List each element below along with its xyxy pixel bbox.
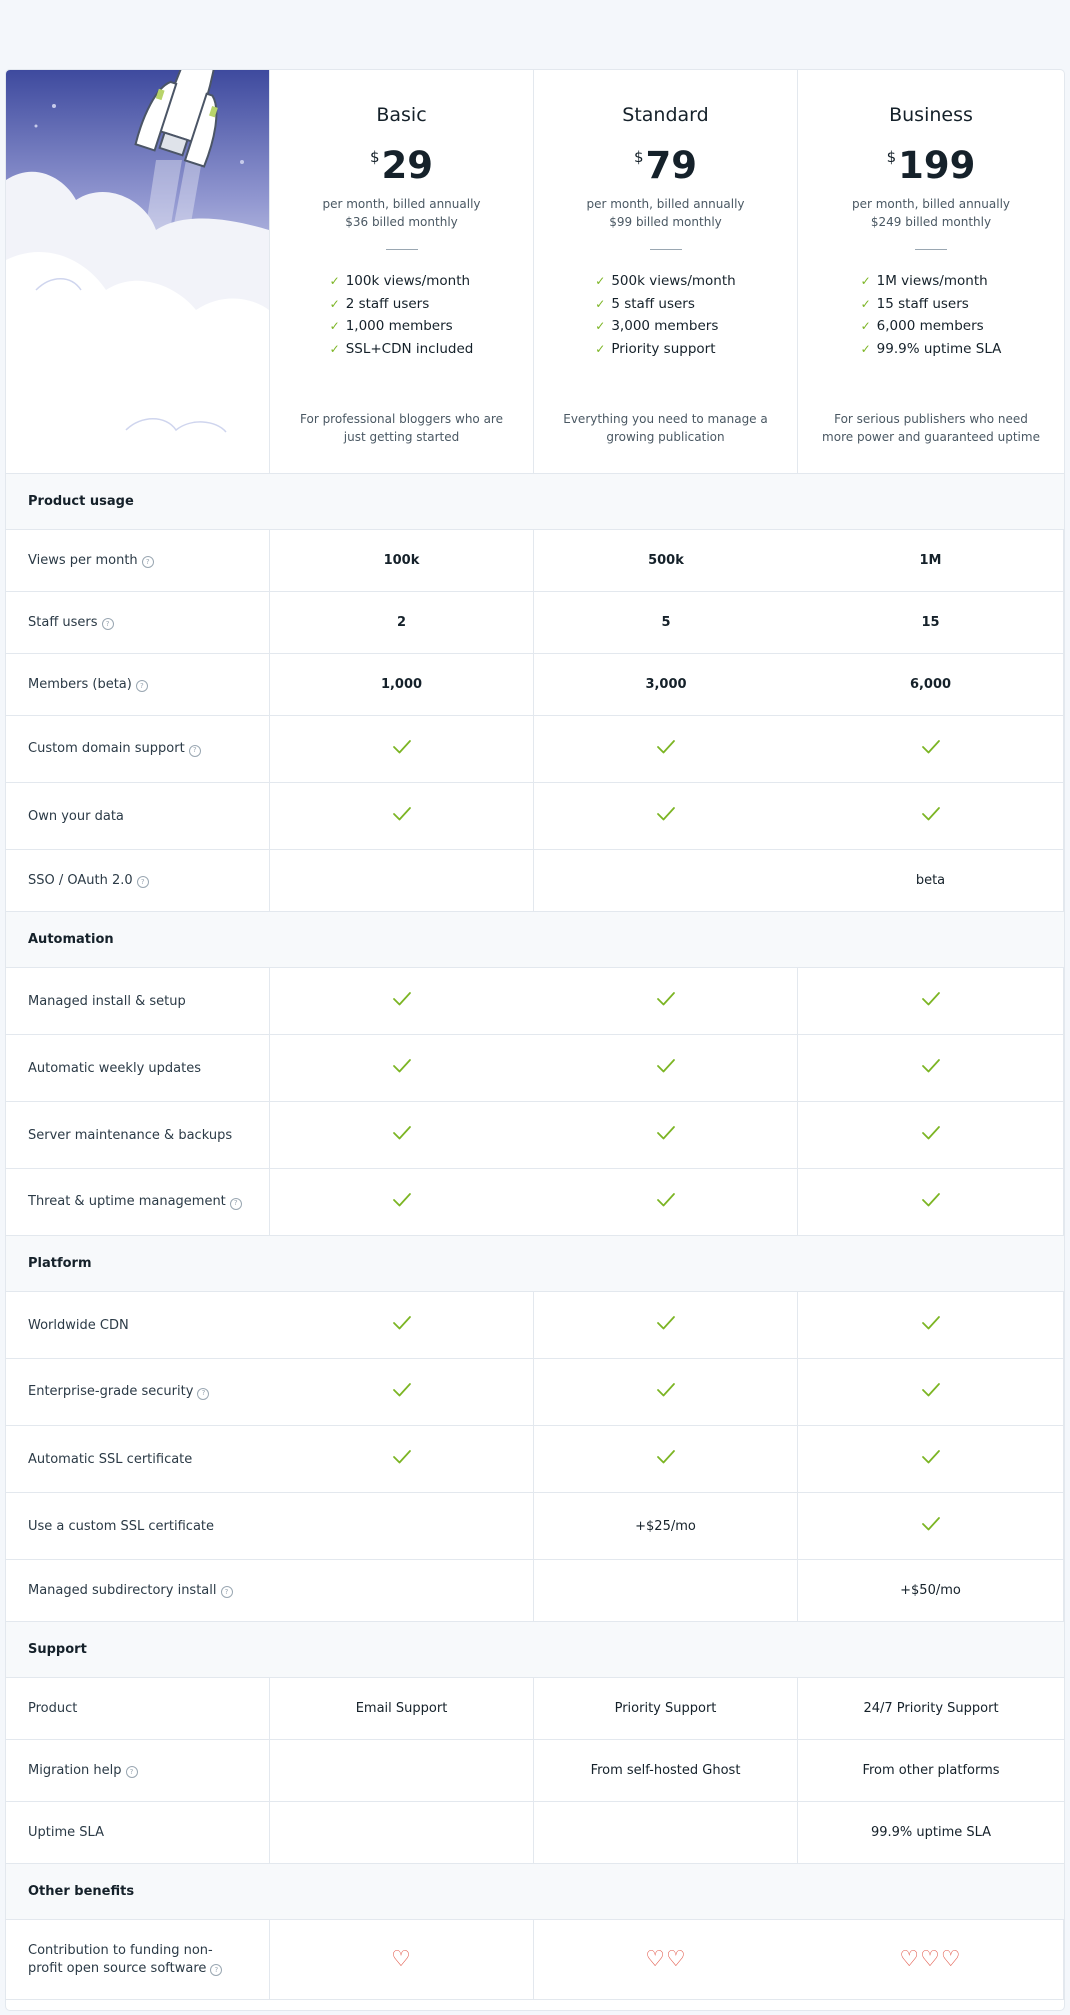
- feature-value-text: 100k: [383, 553, 420, 568]
- section-header: Product usage: [6, 474, 1064, 530]
- feature-value: [798, 1493, 1064, 1560]
- currency-symbol: $: [886, 148, 897, 166]
- feature-value: [798, 1678, 1064, 1740]
- feature-value: [798, 530, 1064, 592]
- feature-value: [270, 1169, 534, 1236]
- feature-value: [798, 1802, 1064, 1864]
- plan-card-standard: [534, 70, 798, 474]
- check-icon: [656, 991, 676, 1011]
- feature-value: [534, 530, 798, 592]
- feature-value: [534, 850, 798, 912]
- check-icon: [656, 1058, 676, 1078]
- help-icon[interactable]: ?: [221, 1586, 233, 1598]
- feature-label: [6, 1560, 270, 1622]
- plan-feature-label: 5 staff users: [611, 295, 695, 312]
- price-amount: 29: [381, 144, 434, 187]
- check-icon: [392, 1449, 412, 1469]
- plan-card-basic: [270, 70, 534, 474]
- feature-value-text: 5: [661, 615, 671, 630]
- feature-value: [534, 1426, 798, 1493]
- check-icon: ✓: [329, 319, 340, 333]
- feature-value: [798, 716, 1064, 783]
- price-amount: 79: [645, 144, 698, 187]
- billing-annual: per month, billed annually: [322, 197, 481, 211]
- plan-feature: [330, 315, 474, 338]
- check-icon: [392, 1192, 412, 1212]
- feature-value-text: From self-hosted Ghost: [590, 1763, 741, 1778]
- feature-label-text: Contribution to funding non-profit open source software ?: [28, 1942, 238, 1978]
- feature-value: [798, 1740, 1064, 1802]
- help-icon[interactable]: ?: [126, 1766, 138, 1778]
- help-icon[interactable]: ?: [142, 556, 154, 568]
- check-icon: ✓: [860, 274, 871, 288]
- feature-value: [270, 654, 534, 716]
- feature-label: [6, 850, 270, 912]
- check-icon: [392, 1058, 412, 1078]
- plan-feature: [861, 270, 1002, 293]
- plan-feature: [330, 338, 474, 361]
- billing-annual: per month, billed annually: [851, 197, 1011, 211]
- help-icon[interactable]: ?: [230, 1198, 242, 1210]
- feature-label: [6, 1102, 270, 1169]
- plan-feature-label: Priority support: [611, 340, 716, 357]
- help-icon[interactable]: ?: [189, 745, 201, 757]
- plan-feature-label: 500k views/month: [611, 273, 736, 289]
- feature-value: [270, 1740, 534, 1802]
- feature-label: [6, 1920, 270, 2000]
- feature-label: [6, 716, 270, 783]
- feature-label: [6, 530, 270, 592]
- feature-label-text: Members (beta) ?: [28, 677, 148, 693]
- check-icon: [656, 806, 676, 826]
- billing-monthly: $99 billed monthly: [609, 215, 722, 229]
- feature-value: [534, 1740, 798, 1802]
- check-icon: [392, 991, 412, 1011]
- divider: [386, 249, 418, 250]
- heart-icon: ♡: [391, 1947, 412, 1972]
- feature-value: [798, 783, 1064, 850]
- divider: [650, 249, 682, 250]
- feature-value: [798, 1102, 1064, 1169]
- plan-price: [798, 144, 1064, 187]
- feature-label-text: Automatic SSL certificate: [28, 1451, 193, 1467]
- feature-value-text: 6,000: [909, 677, 952, 692]
- rocket-illustration: [6, 70, 270, 474]
- plan-name: Basic: [376, 104, 427, 126]
- feature-value-text: beta: [915, 873, 946, 888]
- plan-name: Standard: [622, 104, 709, 126]
- plan-feature: [595, 338, 735, 361]
- feature-value: [270, 1678, 534, 1740]
- feature-value: [798, 968, 1064, 1035]
- currency-symbol: $: [633, 148, 644, 166]
- feature-value-text: Email Support: [355, 1701, 448, 1716]
- feature-value-text: 24/7 Priority Support: [863, 1701, 999, 1716]
- feature-label: [6, 1359, 270, 1426]
- check-icon: ✓: [329, 296, 340, 311]
- feature-label: [6, 592, 270, 654]
- feature-label-text: Managed subdirectory install ?: [28, 1583, 233, 1599]
- feature-value: [270, 1426, 534, 1493]
- plan-card-business: [798, 70, 1064, 474]
- help-icon[interactable]: ?: [210, 1964, 222, 1976]
- billing-info: [534, 195, 797, 231]
- feature-value: [270, 1920, 534, 2000]
- check-icon: ✓: [860, 341, 871, 356]
- feature-label: [6, 1740, 270, 1802]
- feature-value: [534, 968, 798, 1035]
- plan-features: [595, 270, 735, 360]
- feature-label-text: Migration help ?: [28, 1763, 138, 1779]
- feature-value: [270, 1560, 534, 1622]
- plan-feature: [595, 270, 735, 293]
- feature-value: [270, 592, 534, 654]
- plan-feature-label: 1,000 members: [345, 318, 453, 334]
- check-icon: ✓: [595, 296, 606, 311]
- feature-value: [270, 1802, 534, 1864]
- check-icon: [921, 1058, 941, 1078]
- feature-value: [534, 1920, 798, 2000]
- check-icon: [392, 806, 412, 826]
- plan-description: For serious publishers who need more power and guaranteed uptime: [822, 412, 1040, 444]
- plan-feature: [595, 293, 735, 316]
- feature-label: [6, 1802, 270, 1864]
- section-header: Automation: [6, 912, 1064, 968]
- feature-value: [798, 1560, 1064, 1622]
- billing-monthly: $249 billed monthly: [870, 215, 992, 229]
- feature-value: [534, 1359, 798, 1426]
- feature-label-text: Custom domain support ?: [28, 741, 201, 757]
- feature-value: [534, 1560, 798, 1622]
- feature-value: [534, 1035, 798, 1102]
- feature-value: [798, 1359, 1064, 1426]
- feature-value: [798, 1169, 1064, 1236]
- check-icon: ✓: [860, 296, 871, 311]
- plan-feature-label: 15 staff users: [876, 295, 969, 312]
- feature-value: [798, 1920, 1064, 2000]
- plans-header: [6, 70, 1064, 474]
- feature-value-text: 99.9% uptime SLA: [870, 1825, 992, 1840]
- feature-value: [270, 783, 534, 850]
- feature-value: [534, 1802, 798, 1864]
- feature-label: [6, 1493, 270, 1560]
- feature-value: [534, 1678, 798, 1740]
- feature-value: [534, 592, 798, 654]
- pricing-table: [5, 69, 1065, 2011]
- check-icon: [921, 1382, 941, 1402]
- section-header: Platform: [6, 1236, 1064, 1292]
- currency-symbol: $: [369, 148, 380, 166]
- feature-label: [6, 1292, 270, 1359]
- check-icon: [656, 739, 676, 759]
- feature-value-text: From other platforms: [862, 1763, 1000, 1778]
- feature-value: [270, 1493, 534, 1560]
- plan-description: Everything you need to manage a growing publication: [563, 412, 768, 444]
- plan-feature-label: 6,000 members: [876, 318, 984, 334]
- help-icon[interactable]: ?: [197, 1388, 209, 1400]
- plan-feature-label: 100k views/month: [345, 273, 471, 289]
- feature-value: [534, 1102, 798, 1169]
- feature-value: [798, 1292, 1064, 1359]
- check-icon: [656, 1192, 676, 1212]
- plan-feature: [595, 315, 735, 338]
- price-amount: 199: [898, 144, 976, 187]
- feature-value: [798, 654, 1064, 716]
- help-icon[interactable]: ?: [137, 876, 149, 888]
- plan-feature-label: SSL+CDN included: [345, 340, 474, 357]
- feature-value: [270, 1035, 534, 1102]
- feature-label-text: Views per month ?: [28, 553, 154, 569]
- check-icon: ✓: [860, 319, 871, 333]
- feature-value: [270, 850, 534, 912]
- section-header: Other benefits: [6, 1864, 1064, 1920]
- feature-value-text: +$25/mo: [635, 1518, 696, 1534]
- feature-label: [6, 1035, 270, 1102]
- feature-label-text: Product: [28, 1701, 78, 1716]
- help-icon[interactable]: ?: [136, 680, 148, 692]
- feature-value: [534, 1169, 798, 1236]
- heart-icon: ♡♡: [645, 1947, 687, 1972]
- plan-description: For professional bloggers who are just getting started: [300, 412, 503, 444]
- help-icon[interactable]: ?: [102, 618, 114, 630]
- plan-name: Business: [889, 104, 973, 126]
- check-icon: [921, 1192, 941, 1212]
- feature-value-text: 500k: [648, 553, 684, 568]
- feature-label: [6, 968, 270, 1035]
- feature-label: [6, 1169, 270, 1236]
- plan-features: [861, 270, 1002, 360]
- check-icon: ✓: [329, 274, 340, 288]
- check-icon: [392, 739, 412, 759]
- feature-value: [534, 783, 798, 850]
- feature-value: [798, 592, 1064, 654]
- check-icon: [392, 1125, 412, 1145]
- feature-value: [534, 1493, 798, 1560]
- feature-value: [270, 530, 534, 592]
- check-icon: [656, 1315, 676, 1335]
- feature-label-text: Own your data: [28, 808, 124, 824]
- plan-feature: [330, 270, 474, 293]
- feature-value: [270, 968, 534, 1035]
- feature-value: [798, 1426, 1064, 1493]
- check-icon: [921, 806, 941, 826]
- feature-value: [534, 716, 798, 783]
- plan-features: [330, 270, 474, 360]
- feature-label-text: Uptime SLA: [28, 1825, 104, 1840]
- feature-label-text: SSO / OAuth 2.0 ?: [28, 873, 149, 889]
- check-icon: [921, 991, 941, 1011]
- plan-feature-label: 99.9% uptime SLA: [876, 340, 1002, 357]
- feature-value-text: 1,000: [380, 677, 423, 692]
- check-icon: [921, 1125, 941, 1145]
- feature-value: [534, 654, 798, 716]
- feature-value: [534, 1292, 798, 1359]
- feature-value-text: 1M: [919, 553, 942, 568]
- feature-label: [6, 654, 270, 716]
- feature-label-text: Managed install & setup: [28, 993, 186, 1009]
- feature-label: [6, 783, 270, 850]
- feature-value-text: Priority Support: [614, 1701, 717, 1716]
- plan-price: [270, 144, 533, 187]
- features-table: [6, 474, 1064, 2000]
- check-icon: ✓: [595, 341, 606, 356]
- check-icon: [656, 1449, 676, 1469]
- feature-label-text: Staff users ?: [28, 615, 114, 631]
- billing-annual: per month, billed annually: [586, 197, 745, 211]
- plan-feature: [861, 315, 1002, 338]
- check-icon: [921, 1315, 941, 1335]
- feature-value: [270, 716, 534, 783]
- feature-label-text: Threat & uptime management ?: [28, 1194, 242, 1210]
- feature-value-text: 15: [921, 615, 940, 630]
- check-icon: ✓: [595, 274, 606, 288]
- check-icon: ✓: [595, 319, 606, 333]
- feature-label-text: Use a custom SSL certificate: [28, 1518, 214, 1534]
- feature-value: [798, 850, 1064, 912]
- feature-value: [270, 1102, 534, 1169]
- plan-feature: [330, 293, 474, 316]
- plan-feature-label: 2 staff users: [345, 295, 430, 312]
- billing-monthly: $36 billed monthly: [345, 215, 458, 229]
- heart-icon: ♡♡♡: [899, 1947, 962, 1972]
- billing-info: [270, 195, 533, 231]
- check-icon: [921, 1516, 941, 1536]
- feature-value: [270, 1359, 534, 1426]
- feature-value: [270, 1292, 534, 1359]
- section-header: Support: [6, 1622, 1064, 1678]
- feature-value: [798, 1035, 1064, 1102]
- check-icon: [656, 1125, 676, 1145]
- divider: [915, 249, 947, 250]
- check-icon: [392, 1315, 412, 1335]
- billing-info: [798, 195, 1064, 231]
- feature-label: [6, 1678, 270, 1740]
- feature-label-text: Server maintenance & backups: [28, 1127, 233, 1143]
- feature-label: [6, 1426, 270, 1493]
- feature-value-text: 3,000: [645, 677, 687, 692]
- plan-feature-label: 1M views/month: [876, 273, 988, 289]
- plan-feature: [861, 293, 1002, 316]
- feature-label-text: Enterprise-grade security ?: [28, 1384, 209, 1400]
- feature-value-text: +$50/mo: [900, 1583, 961, 1598]
- feature-value-text: 2: [396, 615, 407, 630]
- plan-feature: [861, 338, 1002, 361]
- check-icon: [921, 1449, 941, 1469]
- plan-price: [534, 144, 797, 187]
- check-icon: [656, 1382, 676, 1402]
- feature-label-text: Worldwide CDN: [28, 1317, 129, 1333]
- check-icon: [921, 739, 941, 759]
- check-icon: ✓: [329, 341, 340, 356]
- check-icon: [392, 1382, 412, 1402]
- plan-feature-label: 3,000 members: [611, 318, 719, 334]
- feature-label-text: Automatic weekly updates: [28, 1060, 201, 1076]
